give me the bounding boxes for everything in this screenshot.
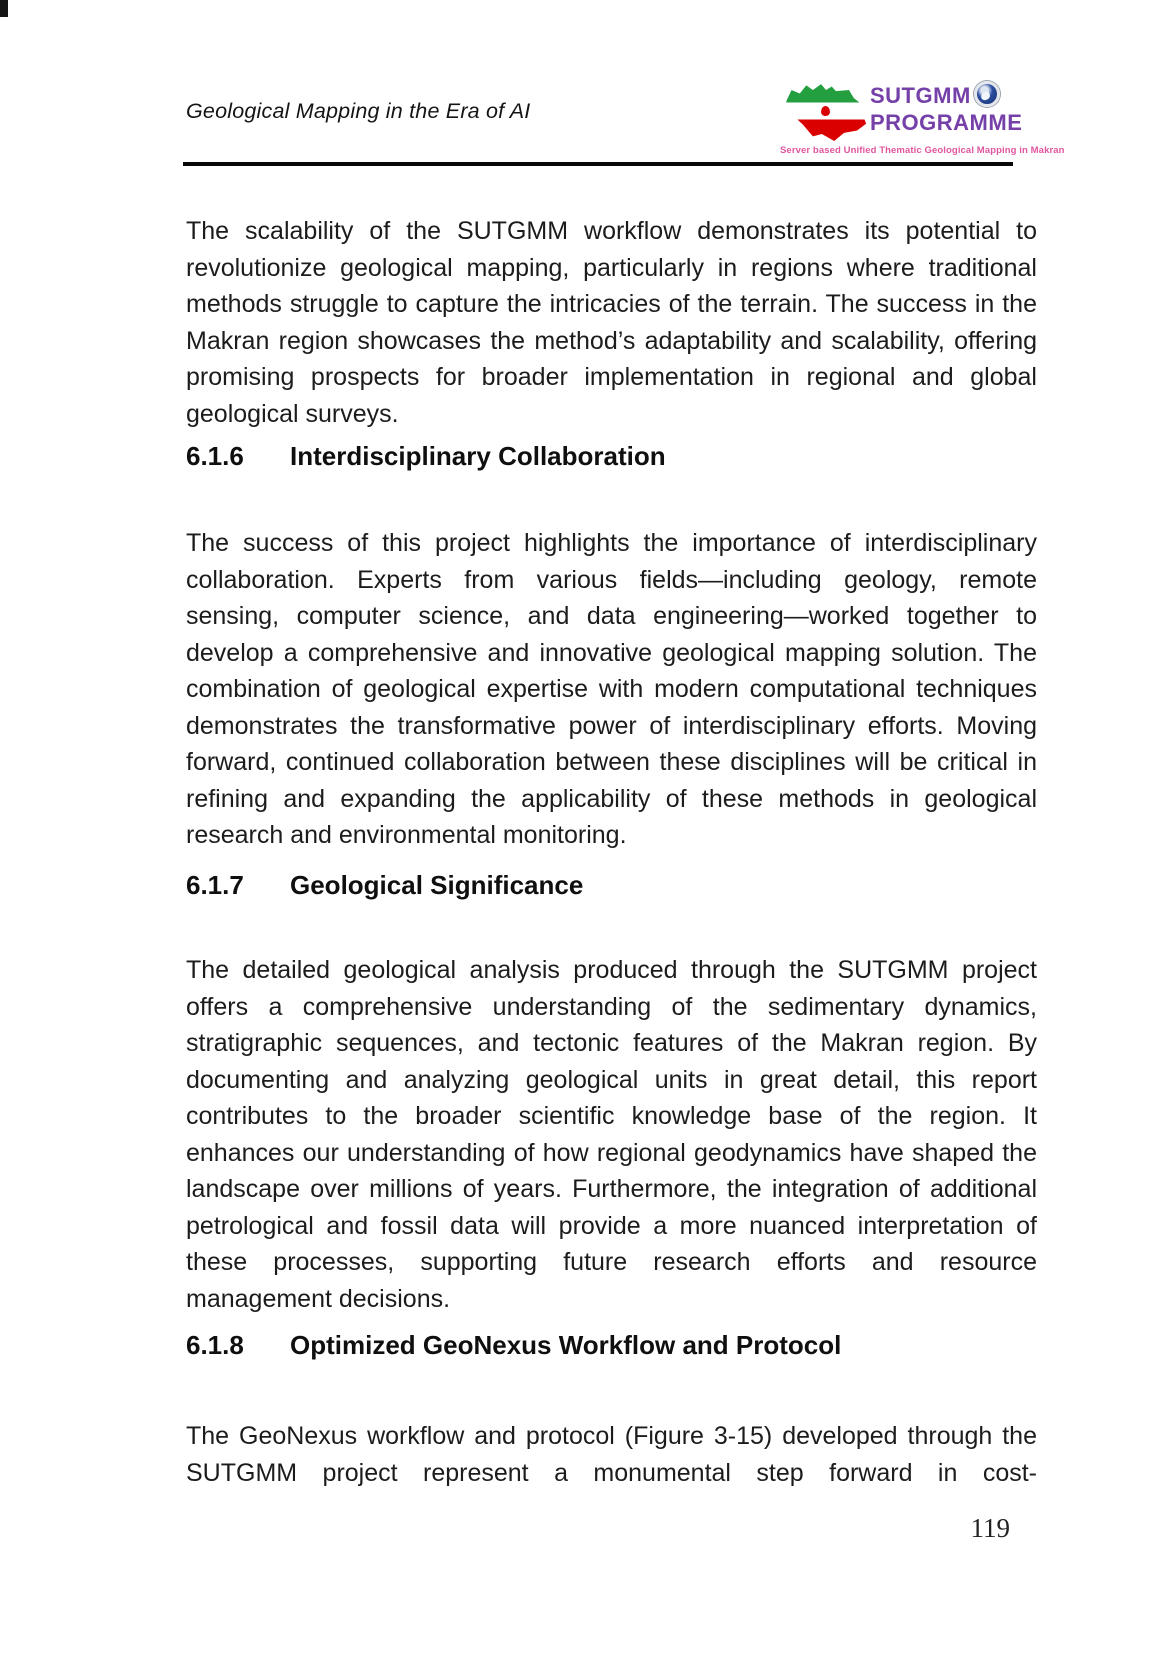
logo-subtitle: PROGRAMME (870, 110, 1023, 135)
paragraph-geonexus: The GeoNexus workflow and protocol (Figure 3-15) developed through the SUTGMM project represent a monumental step forward in cost- (186, 1422, 1037, 1487)
heading-number: 6.1.7 (186, 870, 244, 900)
globe-swirl-icon (980, 91, 991, 101)
running-header-title: Geological Mapping in the Era of AI (186, 99, 531, 123)
heading-title: Geological Significance (290, 870, 584, 900)
paragraph-collaboration: The success of this project highlights the importance of interdisciplinary collaboration. Experts from various fields—including geology, remote sensing, computer science, and data engineering—worked together to develop a comprehensive and innovative geological mapping solution. The combination of geological expertise with modern computational techniques demonstrates the transformative power of interdisciplinary efforts. Moving forward, continued collaboration between these disciplines will be critical in refining and expanding the applicability of these methods in geological research and environmental monitoring. (186, 529, 1037, 849)
logo-tagline: Server based Unified Thematic Geological Mapping in Makran (780, 145, 1065, 156)
header-divider (183, 162, 1013, 166)
logo-title: SUTGMM (870, 83, 971, 108)
iran-flag-emblem-icon (821, 106, 830, 116)
section-heading-6-1-6 (186, 439, 1037, 473)
paragraph-scalability: The scalability of the SUTGMM workflow demonstrates its potential to revolutionize geological mapping, particularly in regions where traditional methods struggle to capture the intricacies of the terrain. The success in the Makran region showcases the method’s adaptability and scalability, offering promising prospects for broader implementation in regional and global geological surveys. (186, 217, 1037, 428)
section-heading-6-1-7 (186, 868, 1037, 902)
paragraph-significance: The detailed geological analysis produced through the SUTGMM project offers a comprehensive understanding of the sedimentary dynamics, stratigraphic sequences, and tectonic features of the Makran region. By documenting and analyzing geological units in great detail, this report contributes to the broader scientific knowledge base of the region. It enhances our understanding of how regional geodynamics have shaped the landscape over millions of years. Furthermore, the integration of additional petrological and fossil data will provide a more nuanced interpretation of these processes, supporting future research efforts and resource management decisions. (186, 956, 1037, 1313)
heading-number: 6.1.8 (186, 1330, 244, 1360)
globe-icon (974, 81, 1000, 107)
heading-title: Interdisciplinary Collaboration (290, 441, 666, 471)
heading-number: 6.1.6 (186, 441, 244, 471)
iran-map-icon (785, 83, 867, 141)
section-heading-6-1-8 (186, 1328, 1037, 1362)
page-number: 119 (970, 1513, 1010, 1543)
scan-artifact (0, 0, 8, 17)
heading-title: Optimized GeoNexus Workflow and Protocol (290, 1330, 842, 1360)
